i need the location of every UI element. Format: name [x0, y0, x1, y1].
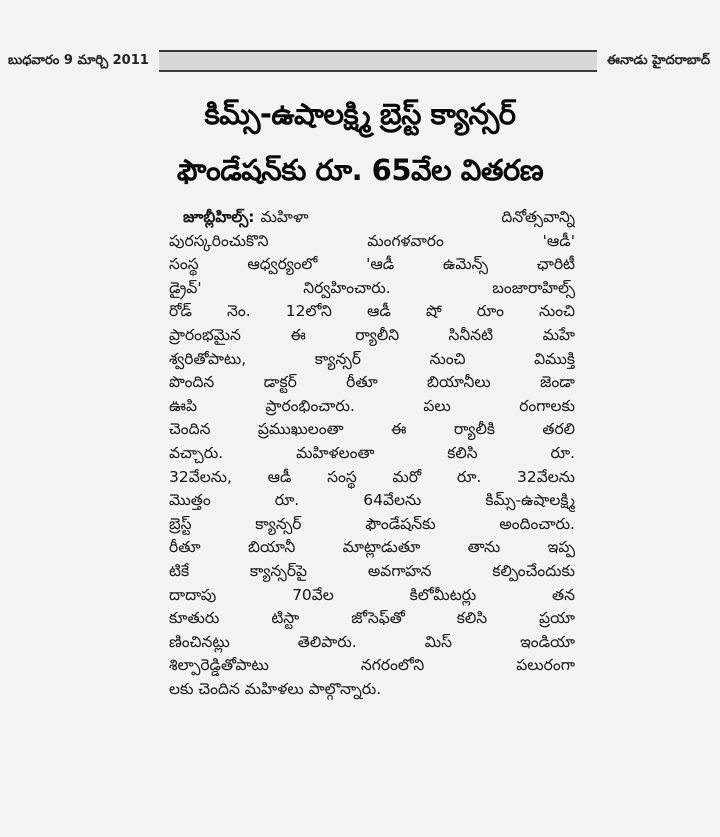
- article-line: శ్వరితోపాటు, క్యాన్సర్‌ నుంచి విముక్తి: [169, 349, 575, 368]
- headline-line-1: కిమ్స్‌-ఉషాలక్ష్మి బ్రెస్ట్‌ క్యాన్సర్‌: [204, 97, 516, 131]
- article-line: శిల్పారెడ్డితోపాటు నగరంలోని పలురంగా: [169, 656, 575, 675]
- article-line: పొందిన డాక్టర్‌ రీతూ బియానీలు జెండా: [169, 373, 575, 392]
- article-line: టికే క్యాన్సర్‌పై అవగాహన కల్పించేందుకు: [169, 561, 575, 580]
- article-line: ణించినట్లు తెలిపారు. మిస్‌ ఇండియా: [169, 632, 575, 651]
- article-line: దాదాపు 70వేల కిలోమీటర్లు తన: [169, 585, 575, 604]
- newspaper-header-bar: [4, 50, 714, 72]
- article-text: మహిళా దినోత్సవాన్ని: [260, 208, 575, 226]
- article-line: 32వేలను, ఆడీ సంస్థ మరో రూ. 32వేలను: [169, 467, 575, 486]
- headline-line-2: ఫౌండేషన్‌కు రూ. 65వేల వితరణ: [176, 153, 544, 187]
- article-last-line: లకు చెందిన మహిళలు పాల్గొన్నారు.: [169, 679, 382, 698]
- article-line: పురస్కరించుకొని మంగళవారం 'ఆడీ': [169, 231, 575, 250]
- article-line: బ్రెస్ట్‌ క్యాన్సర్‌ ఫౌండేషన్‌కు అందించారు.: [169, 514, 575, 533]
- article-line: సంస్థ ఆధ్వర్యంలో 'ఆడీ ఉమెన్స్‌ ఛారిటీ: [169, 255, 575, 274]
- article-line: ప్రారంభమైన ఈ ర్యాలీని సినీనటి మహే: [169, 325, 575, 344]
- article-line: చెందిన ప్రముఖులంతా ఈ ర్యాలీకి తరలి: [169, 420, 575, 439]
- article-line: రీతూ బియానీ మాట్లాడుతూ తాను ఇప్ప: [169, 538, 575, 557]
- publication-date: బుధవారం 9 మార్చి 2011: [4, 50, 159, 72]
- article-line: వచ్చారు. మహిళలంతా కలిసి రూ.: [169, 443, 575, 462]
- article-line: ఊపి ప్రారంభించారు. పలు రంగాలకు: [169, 396, 575, 415]
- article-line: మొత్తం రూ. 64వేలను కిమ్స్‌-ఉషాలక్ష్మి: [169, 491, 575, 510]
- article-first-line: [169, 206, 575, 230]
- dateline: జూబ్లీహిల్స్‌:: [183, 208, 255, 226]
- edition-name: ఈనాడు హైదరాబాద్: [597, 50, 714, 72]
- article-line: కూతురు టిస్టా జోసెఫ్‌తో కలిసి ప్రయా: [169, 609, 575, 628]
- article-body: [169, 206, 575, 701]
- article-line: రోడ్‌ నెం. 12లోని ఆడీ షో రూం నుంచి: [169, 302, 575, 321]
- article-line: డ్రైవ్‌' నిర్వహించారు. బంజారాహిల్స్‌: [169, 278, 575, 297]
